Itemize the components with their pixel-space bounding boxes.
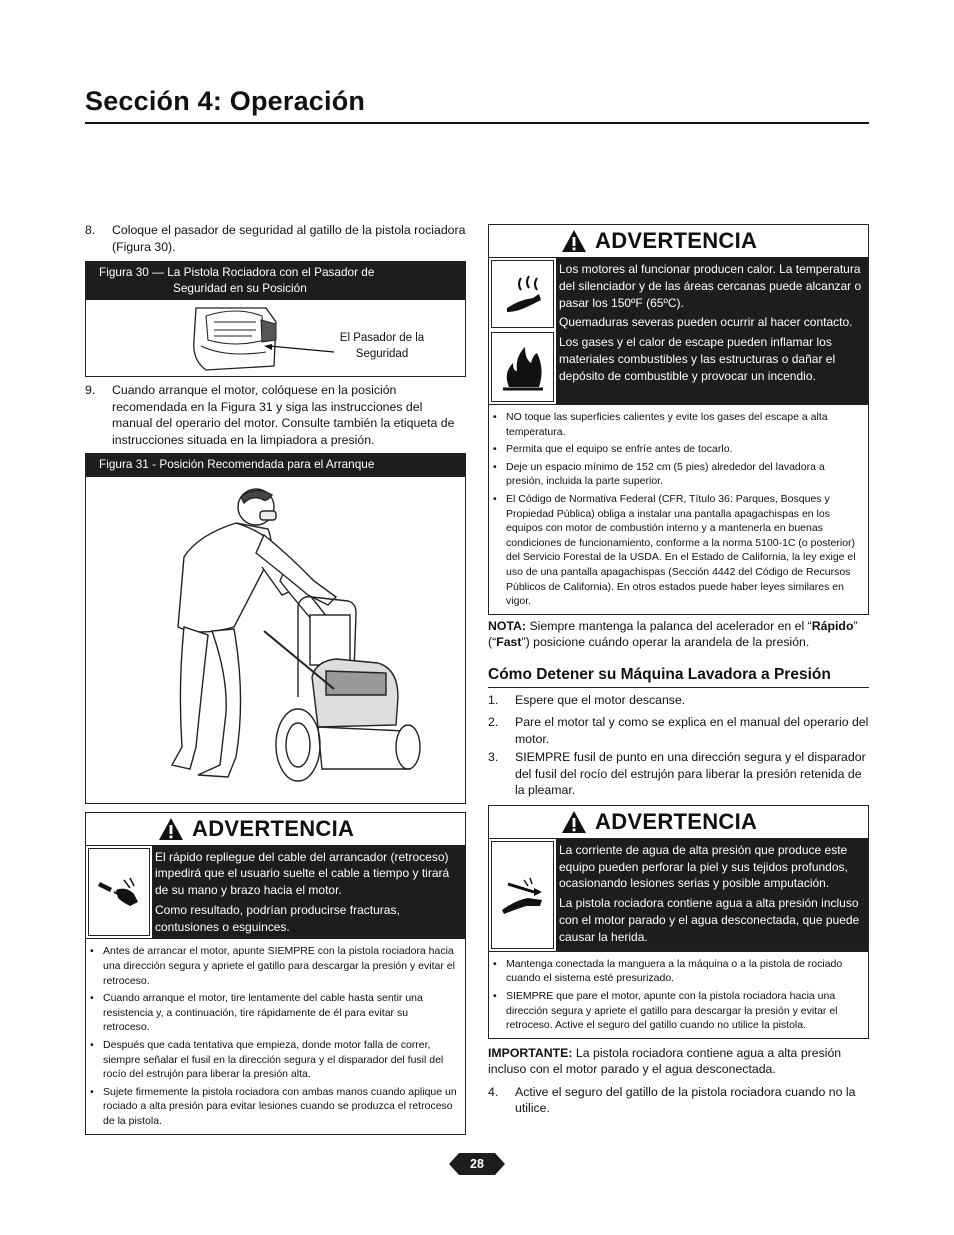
warning-triangle-icon bbox=[561, 229, 587, 253]
step-9 bbox=[85, 382, 466, 448]
figure-30-caption-line1: Figura 30 — La Pistola Rociadora con el Pasador de bbox=[99, 265, 375, 279]
bullet-item: • SIEMPRE que pare el motor, apunte con la pistola rociadora hacia una dirección segura y apriete el gatillo para descargar la presión y evitar el retroceso. Active el seguro del gatillo cuando no utilice la pistola. bbox=[506, 989, 860, 1033]
bullet-item: • NO toque las superficies calientes y evite los gases del escape a alta temperatura. bbox=[506, 410, 860, 439]
fire-icon bbox=[491, 332, 554, 402]
starting-position-illustration bbox=[86, 477, 467, 803]
warning-bullets bbox=[489, 404, 868, 614]
figure-31-caption: Figura 31 - Posición Recomendada para el Arranque bbox=[86, 454, 465, 477]
bullet-item: • El Código de Normativa Federal (CFR, Título 36: Parques, Bosques y Propiedad Pública) obliga a instalar una pantalla apagachispas en los equipos con motor de combustión interno y a mantenerla en buenas condiciones de funcionamiento, conforme a la norma 5100-1C (o posterior) del Servicio Forestal de la USDA. En el Estado de California, la ley exige el uso de una pantalla apagachispas (Sección 4442 del Código de Recursos Públicos de California). En otros estados puede haber leyes similares en vigor. bbox=[506, 492, 860, 609]
warning-body bbox=[489, 838, 868, 951]
step-text: Pare el motor tal y como se explica en el manual del operario del motor. bbox=[515, 715, 869, 746]
warning-text-1: Los motores al funcionar producen calor. La temperatura del silenciador y de las áreas cercanas puede alcanzar o pasar los 150ºF (65ºC). bbox=[559, 262, 862, 310]
warning-text bbox=[556, 839, 868, 951]
warning-triangle-icon bbox=[158, 817, 184, 841]
step-number: 2. bbox=[488, 715, 499, 730]
step-text: Cuando arranque el motor, colóquese en la posición recomendada en la Figura 31 y siga las instrucciones del manual del operario del motor. Consulte también la etiqueta de instrucciones situada en la limpiadora a presión. bbox=[112, 383, 455, 447]
injection-hazard-icon bbox=[491, 841, 554, 949]
warning-text bbox=[556, 258, 868, 404]
bullet-item: • Mantenga conectada la manguera a la máquina o a la pistola de rociado cuando el sistema esté presurizado. bbox=[506, 957, 860, 986]
warning-text-2: Como resultado, podrían producirse fracturas, contusiones o esguinces. bbox=[155, 902, 400, 934]
figure-31-body bbox=[86, 477, 465, 803]
warning-body bbox=[86, 845, 465, 939]
page-title: Sección 4: Operación bbox=[85, 86, 366, 116]
nota-rapido: Rápido bbox=[811, 618, 854, 633]
right-column bbox=[488, 224, 869, 1117]
step-number: 9. bbox=[85, 383, 96, 397]
warning-recoil bbox=[85, 812, 466, 1135]
importante-text: La pistola rociadora contiene agua a alta presión incluso con el motor parado y el agua desconectada. bbox=[488, 1045, 842, 1077]
section-heading bbox=[488, 666, 869, 684]
figure-30 bbox=[85, 261, 466, 377]
bullet-item: • Deje un espacio mínimo de 152 cm (5 pies) alrededor del lavadora a presión, incluida la parte superior. bbox=[506, 460, 860, 489]
step-4 bbox=[488, 1084, 869, 1117]
step-number: 1. bbox=[488, 692, 499, 707]
nota-label: NOTA: bbox=[488, 618, 527, 633]
warning-text-1: El rápido repliegue del cable del arrancador (retroceso) impedirá que el usuario suelte el cable a tiempo y tirará de su mano y brazo hacia el motor. bbox=[155, 849, 450, 898]
stop-steps bbox=[488, 692, 869, 799]
warning-bullets bbox=[489, 951, 868, 1038]
step-text: Espere que el motor descanse. bbox=[515, 692, 686, 707]
figure-30-callout bbox=[330, 331, 434, 362]
warning-heat bbox=[488, 224, 869, 615]
step-number: 3. bbox=[488, 750, 499, 765]
figure-30-caption bbox=[86, 262, 465, 300]
left-column bbox=[85, 222, 466, 1135]
warning-header bbox=[86, 813, 465, 845]
warning-icons bbox=[489, 839, 556, 951]
warning-label: ADVERTENCIA bbox=[192, 815, 355, 841]
page-number-badge bbox=[449, 1152, 505, 1176]
warning-label: ADVERTENCIA bbox=[595, 808, 758, 834]
bullet-item: • Después que cada tentativa que empieza, donde motor falla de correr, siempre señalar el fusil en la dirección segura y el disparador del fusil del rocío del estrujón para liberar la presión alta. bbox=[103, 1038, 457, 1082]
warning-triangle-icon bbox=[561, 810, 587, 834]
callout-line1: El Pasador de la bbox=[339, 332, 425, 344]
bullet-item: • Sujete firmemente la pistola rociadora con ambas manos cuando aplique un rociado a alta presión para evitar lesiones cuando se produzca el retroceso de la pistola. bbox=[103, 1085, 457, 1129]
warning-bullets bbox=[86, 938, 465, 1133]
bullet-item: • Cuando arranque el motor, tire lentamente del cable hasta sentir una resistencia y, a continuación, tire rápidamente de él para evitar su retroceso. bbox=[103, 991, 457, 1035]
figure-31 bbox=[85, 453, 466, 804]
step-text: SIEMPRE fusil de punto en una dirección segura y el disparador del fusil del rocío del estrujón para liberar la presión retenida de la pleamar. bbox=[515, 750, 866, 798]
title-rule bbox=[85, 122, 869, 124]
step-number: 8. bbox=[85, 223, 96, 237]
nota-paragraph bbox=[488, 618, 869, 651]
warning-text-2: La pistola rociadora contiene agua a alta presión incluso con el motor parado y el agua desconectada, que puede causar la herida. bbox=[559, 896, 860, 944]
step-text: Active el seguro del gatillo de la pistola rociadora cuando no la utilice. bbox=[515, 1084, 856, 1116]
warning-body bbox=[489, 257, 868, 404]
step-text: Coloque el pasador de seguridad al gatillo de la pistola rociadora (Figura 30). bbox=[112, 223, 466, 254]
warning-text-1: La corriente de agua de alta presión que produce este equipo pueden perforar la piel y sus tejidos profundos, ocasionando lesiones serias y posible amputación. bbox=[559, 842, 848, 891]
warning-icons bbox=[86, 846, 152, 939]
callout-line2: Seguridad bbox=[355, 347, 409, 360]
step-8 bbox=[85, 222, 466, 255]
bullet-item: • Antes de arrancar el motor, apunte SIEMPRE con la pistola rociadora hacia una dirección segura y apriete el gatillo para descargar la presión y evitar el retroceso. bbox=[103, 944, 457, 988]
nota-text-b: ” (“ bbox=[488, 618, 858, 650]
kickback-hand-icon bbox=[88, 848, 150, 936]
nota-text-a: Siempre mantenga la palanca del acelerador en el “ bbox=[526, 618, 812, 633]
page-number: 28 bbox=[470, 1157, 484, 1171]
warning-text-3: Los gases y el calor de escape pueden inflamar los materiales combustibles y las estructuras o dañar el depósito de combustible y provocar un incendio. bbox=[559, 335, 836, 383]
importante-paragraph bbox=[488, 1045, 869, 1078]
warning-label: ADVERTENCIA bbox=[595, 228, 758, 253]
figure-30-caption-line2: Seguridad en su Posición bbox=[173, 280, 307, 295]
section-rule bbox=[488, 687, 869, 688]
warning-icons bbox=[489, 258, 556, 404]
stop-step-1 bbox=[488, 692, 869, 709]
warning-header bbox=[489, 806, 868, 838]
hot-surface-icon bbox=[491, 260, 554, 328]
stop-step-3 bbox=[488, 749, 869, 799]
importante-label: IMPORTANTE: bbox=[488, 1045, 573, 1060]
warning-header bbox=[489, 225, 868, 257]
warning-high-pressure bbox=[488, 805, 869, 1039]
warning-text-2: Quemaduras severas pueden ocurrir al hacer contacto. bbox=[559, 315, 853, 330]
bullet-item: • Permita que el equipo se enfríe antes de tocarlo. bbox=[506, 442, 860, 457]
step-number: 4. bbox=[488, 1084, 499, 1099]
nota-fast: Fast bbox=[496, 635, 522, 650]
stop-step-2 bbox=[488, 714, 869, 747]
section-title: Cómo Detener su Máquina Lavadora a Presión bbox=[488, 665, 831, 683]
warning-text bbox=[152, 846, 465, 939]
figure-30-body bbox=[86, 300, 465, 376]
nota-text-c: ”) posicione cuándo operar la arandela de la presión. bbox=[521, 635, 810, 650]
